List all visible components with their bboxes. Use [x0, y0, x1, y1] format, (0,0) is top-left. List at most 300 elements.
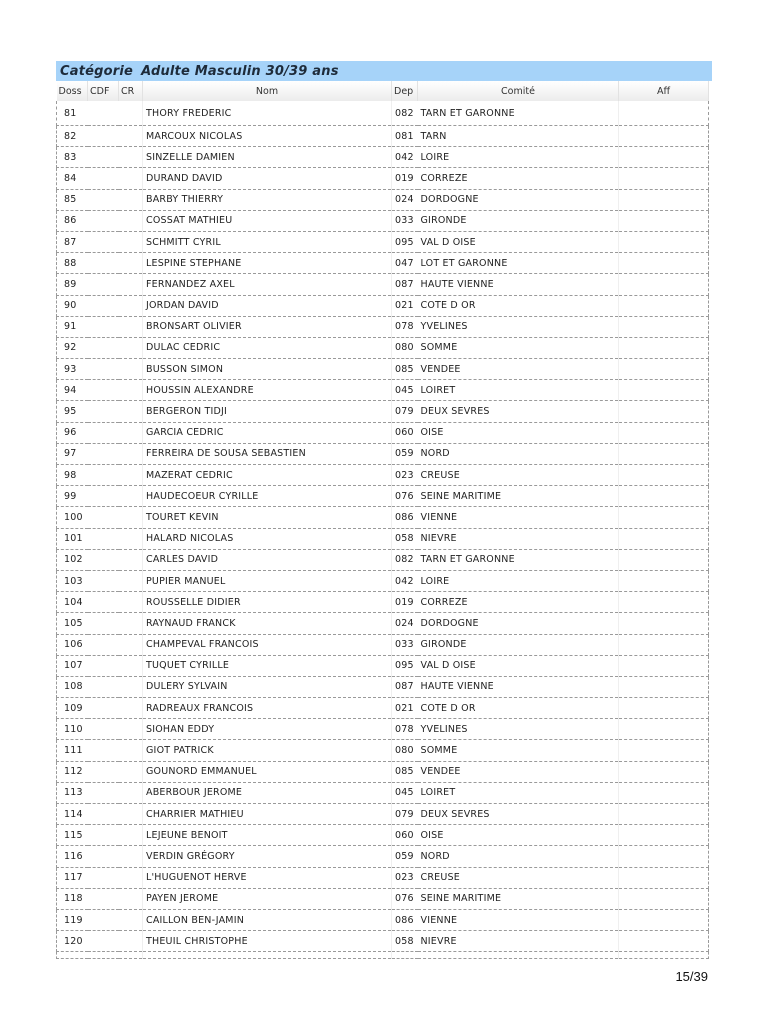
cell-cdf [88, 422, 119, 443]
cell-dep: 023 [392, 867, 418, 888]
cell-comite: GIRONDE [418, 634, 619, 655]
cell-aff [619, 486, 709, 507]
cell-doss: 117 [57, 867, 88, 888]
cell-cr [119, 380, 143, 401]
cell-nom: DULAC CEDRIC [143, 337, 392, 358]
cell-comite: SEINE MARITIME [418, 888, 619, 909]
cell-comite: HAUTE VIENNE [418, 274, 619, 295]
column-header-cdf: CDF [88, 81, 119, 101]
cell-cr [119, 804, 143, 825]
table-row [57, 380, 709, 401]
cell-doss: 104 [57, 592, 88, 613]
cell-cdf [88, 698, 119, 719]
cell-aff [619, 274, 709, 295]
column-header-doss: Doss [57, 81, 88, 101]
cell-nom: PAYEN JEROME [143, 888, 392, 909]
cell-comite: TARN ET GARONNE [418, 549, 619, 570]
cell-cdf [88, 295, 119, 316]
category-label: Catégorie [60, 63, 134, 79]
cell-comite: DORDOGNE [418, 189, 619, 210]
cell-cdf [88, 168, 119, 189]
table-row [57, 147, 709, 168]
cell-dep: 059 [392, 443, 418, 464]
cell-comite: LOT ET GARONNE [418, 253, 619, 274]
cell-empty [119, 952, 143, 959]
cell-dep: 085 [392, 359, 418, 380]
cell-dep: 058 [392, 528, 418, 549]
cell-aff [619, 570, 709, 591]
table-row [57, 126, 709, 147]
cell-dep: 021 [392, 295, 418, 316]
cell-aff [619, 655, 709, 676]
table-row [57, 613, 709, 634]
cell-dep: 042 [392, 147, 418, 168]
cell-aff [619, 147, 709, 168]
table-row [57, 486, 709, 507]
document-page [56, 61, 712, 959]
cell-cr [119, 422, 143, 443]
cell-dep: 080 [392, 337, 418, 358]
table-row [57, 549, 709, 570]
cell-aff [619, 804, 709, 825]
cell-comite: HAUTE VIENNE [418, 676, 619, 697]
table-row [57, 274, 709, 295]
table-row [57, 189, 709, 210]
table-row [57, 740, 709, 761]
cell-doss: 109 [57, 698, 88, 719]
cell-cr [119, 443, 143, 464]
cell-nom: FERNANDEZ AXEL [143, 274, 392, 295]
cell-nom: ROUSSELLE DIDIER [143, 592, 392, 613]
cell-cr [119, 507, 143, 528]
cell-cdf [88, 570, 119, 591]
table-row [57, 825, 709, 846]
cell-cr [119, 909, 143, 930]
cell-cr [119, 655, 143, 676]
cell-cdf [88, 634, 119, 655]
cell-cdf [88, 210, 119, 231]
cell-nom: CHARRIER MATHIEU [143, 804, 392, 825]
cell-doss: 85 [57, 189, 88, 210]
cell-dep: 078 [392, 316, 418, 337]
cell-aff [619, 337, 709, 358]
cell-dep: 086 [392, 507, 418, 528]
cell-cr [119, 316, 143, 337]
cell-aff [619, 101, 709, 126]
cell-cdf [88, 528, 119, 549]
table-row [57, 909, 709, 930]
cell-nom: GOUNORD EMMANUEL [143, 761, 392, 782]
cell-doss: 84 [57, 168, 88, 189]
cell-aff [619, 295, 709, 316]
cell-cdf [88, 231, 119, 252]
cell-cdf [88, 274, 119, 295]
table-row [57, 888, 709, 909]
cell-doss: 114 [57, 804, 88, 825]
cell-cr [119, 359, 143, 380]
cell-comite: SEINE MARITIME [418, 486, 619, 507]
cell-nom: MARCOUX NICOLAS [143, 126, 392, 147]
table-row [57, 359, 709, 380]
cell-comite: VIENNE [418, 507, 619, 528]
table-row [57, 782, 709, 803]
table-row [57, 168, 709, 189]
cell-dep: 095 [392, 231, 418, 252]
cell-empty [619, 952, 709, 959]
cell-comite: CREUSE [418, 867, 619, 888]
cell-doss: 96 [57, 422, 88, 443]
table-row [57, 422, 709, 443]
cell-comite: CORREZE [418, 168, 619, 189]
column-header-dep: Dep [392, 81, 418, 101]
cell-comite: DORDOGNE [418, 613, 619, 634]
table-body [57, 101, 709, 959]
cell-cr [119, 888, 143, 909]
table-row [57, 231, 709, 252]
cell-dep: 019 [392, 592, 418, 613]
cell-comite: OISE [418, 825, 619, 846]
cell-comite: COTE D OR [418, 698, 619, 719]
table-row [57, 253, 709, 274]
cell-nom: RADREAUX FRANCOIS [143, 698, 392, 719]
cell-cr [119, 719, 143, 740]
cell-comite: LOIRE [418, 570, 619, 591]
cell-doss: 89 [57, 274, 88, 295]
cell-dep: 019 [392, 168, 418, 189]
cell-cr [119, 931, 143, 952]
cell-cdf [88, 316, 119, 337]
table-row [57, 676, 709, 697]
cell-cr [119, 401, 143, 422]
table-row [57, 592, 709, 613]
cell-cdf [88, 676, 119, 697]
table-row [57, 101, 709, 126]
cell-dep: 079 [392, 401, 418, 422]
cell-aff [619, 592, 709, 613]
cell-cr [119, 231, 143, 252]
cell-cdf [88, 909, 119, 930]
cell-cr [119, 634, 143, 655]
cell-dep: 024 [392, 613, 418, 634]
cell-aff [619, 189, 709, 210]
cell-cr [119, 147, 143, 168]
cell-dep: 086 [392, 909, 418, 930]
cell-cdf [88, 253, 119, 274]
cell-nom: HALARD NICOLAS [143, 528, 392, 549]
column-header-nom: Nom [143, 81, 392, 101]
cell-comite: SOMME [418, 337, 619, 358]
cell-nom: PUPIER MANUEL [143, 570, 392, 591]
cell-aff [619, 761, 709, 782]
cell-comite: OISE [418, 422, 619, 443]
cell-comite: LOIRE [418, 147, 619, 168]
cell-dep: 076 [392, 486, 418, 507]
cell-nom: TUQUET CYRILLE [143, 655, 392, 676]
cell-aff [619, 316, 709, 337]
cell-doss: 111 [57, 740, 88, 761]
cell-cr [119, 189, 143, 210]
cell-doss: 93 [57, 359, 88, 380]
cell-comite: VAL D OISE [418, 231, 619, 252]
cell-nom: SINZELLE DAMIEN [143, 147, 392, 168]
cell-cdf [88, 825, 119, 846]
category-value: Adulte Masculin 30/39 ans [141, 63, 339, 79]
cell-dep: 082 [392, 549, 418, 570]
cell-doss: 105 [57, 613, 88, 634]
cell-cr [119, 825, 143, 846]
cell-comite: SOMME [418, 740, 619, 761]
cell-nom: JORDAN DAVID [143, 295, 392, 316]
cell-comite: VENDEE [418, 761, 619, 782]
cell-cr [119, 549, 143, 570]
cell-dep: 095 [392, 655, 418, 676]
cell-doss: 95 [57, 401, 88, 422]
cell-cdf [88, 804, 119, 825]
cell-dep: 060 [392, 422, 418, 443]
cell-cdf [88, 888, 119, 909]
cell-dep: 045 [392, 782, 418, 803]
cell-doss: 101 [57, 528, 88, 549]
cell-aff [619, 676, 709, 697]
table-row [57, 698, 709, 719]
cell-comite: LOIRET [418, 782, 619, 803]
table-row [57, 295, 709, 316]
cell-comite: NORD [418, 846, 619, 867]
column-header-aff: Aff [619, 81, 709, 101]
cell-dep: 059 [392, 846, 418, 867]
cell-dep: 024 [392, 189, 418, 210]
cell-doss: 94 [57, 380, 88, 401]
cell-aff [619, 867, 709, 888]
cell-cr [119, 486, 143, 507]
cell-nom: SIOHAN EDDY [143, 719, 392, 740]
cell-doss: 110 [57, 719, 88, 740]
cell-cr [119, 846, 143, 867]
cell-aff [619, 909, 709, 930]
cell-doss: 81 [57, 101, 88, 126]
cell-dep: 081 [392, 126, 418, 147]
cell-cr [119, 126, 143, 147]
cell-cdf [88, 507, 119, 528]
cell-empty [88, 952, 119, 959]
cell-comite: TARN [418, 126, 619, 147]
cell-cdf [88, 486, 119, 507]
cell-doss: 106 [57, 634, 88, 655]
cell-dep: 082 [392, 101, 418, 126]
cell-aff [619, 443, 709, 464]
cell-cdf [88, 359, 119, 380]
cell-cdf [88, 613, 119, 634]
cell-doss: 100 [57, 507, 88, 528]
column-header-comite: Comité [418, 81, 619, 101]
entries-table [56, 81, 709, 959]
cell-nom: DULERY SYLVAIN [143, 676, 392, 697]
cell-cr [119, 867, 143, 888]
cell-cdf [88, 189, 119, 210]
cell-doss: 90 [57, 295, 88, 316]
cell-aff [619, 210, 709, 231]
table-row [57, 804, 709, 825]
cell-doss: 97 [57, 443, 88, 464]
cell-doss: 92 [57, 337, 88, 358]
cell-dep: 023 [392, 465, 418, 486]
cell-comite: NIEVRE [418, 528, 619, 549]
cell-dep: 047 [392, 253, 418, 274]
cell-dep: 078 [392, 719, 418, 740]
cell-cr [119, 782, 143, 803]
table-row [57, 337, 709, 358]
cell-comite: COTE D OR [418, 295, 619, 316]
table-row [57, 655, 709, 676]
cell-nom: LESPINE STEPHANE [143, 253, 392, 274]
cell-comite: CREUSE [418, 465, 619, 486]
cell-cdf [88, 867, 119, 888]
table-row [57, 719, 709, 740]
cell-cdf [88, 740, 119, 761]
cell-doss: 118 [57, 888, 88, 909]
cell-doss: 108 [57, 676, 88, 697]
cell-cr [119, 168, 143, 189]
cell-comite: DEUX SEVRES [418, 401, 619, 422]
cell-aff [619, 231, 709, 252]
cell-nom: BERGERON TIDJI [143, 401, 392, 422]
cell-doss: 87 [57, 231, 88, 252]
cell-doss: 99 [57, 486, 88, 507]
cell-comite: NORD [418, 443, 619, 464]
cell-nom: RAYNAUD FRANCK [143, 613, 392, 634]
table-row [57, 316, 709, 337]
cell-cdf [88, 719, 119, 740]
cell-nom: GARCIA CEDRIC [143, 422, 392, 443]
cell-cr [119, 761, 143, 782]
table-row [57, 570, 709, 591]
cell-aff [619, 380, 709, 401]
table-row [57, 634, 709, 655]
cell-aff [619, 422, 709, 443]
cell-nom: BARBY THIERRY [143, 189, 392, 210]
cell-comite: YVELINES [418, 719, 619, 740]
cell-doss: 115 [57, 825, 88, 846]
cell-nom: SCHMITT CYRIL [143, 231, 392, 252]
cell-nom: COSSAT MATHIEU [143, 210, 392, 231]
cell-cr [119, 210, 143, 231]
cell-dep: 080 [392, 740, 418, 761]
cell-nom: BUSSON SIMON [143, 359, 392, 380]
cell-aff [619, 740, 709, 761]
cell-aff [619, 528, 709, 549]
cell-cr [119, 570, 143, 591]
cell-cdf [88, 101, 119, 126]
cell-cdf [88, 592, 119, 613]
cell-comite: DEUX SEVRES [418, 804, 619, 825]
cell-aff [619, 253, 709, 274]
cell-cdf [88, 401, 119, 422]
cell-dep: 085 [392, 761, 418, 782]
cell-dep: 033 [392, 634, 418, 655]
cell-nom: FERREIRA DE SOUSA SEBASTIEN [143, 443, 392, 464]
cell-comite: TARN ET GARONNE [418, 101, 619, 126]
cell-aff [619, 126, 709, 147]
table-row [57, 210, 709, 231]
cell-doss: 83 [57, 147, 88, 168]
cell-cdf [88, 655, 119, 676]
cell-aff [619, 825, 709, 846]
cell-comite: CORREZE [418, 592, 619, 613]
cell-cdf [88, 465, 119, 486]
table-row [57, 528, 709, 549]
cell-nom: HAUDECOEUR CYRILLE [143, 486, 392, 507]
cell-cdf [88, 782, 119, 803]
cell-aff [619, 634, 709, 655]
cell-empty [392, 952, 418, 959]
cell-aff [619, 465, 709, 486]
cell-nom: DURAND DAVID [143, 168, 392, 189]
cell-doss: 119 [57, 909, 88, 930]
cell-nom: THEUIL CHRISTOPHE [143, 931, 392, 952]
cell-dep: 087 [392, 274, 418, 295]
cell-comite: GIRONDE [418, 210, 619, 231]
cell-empty [418, 952, 619, 959]
cell-doss: 116 [57, 846, 88, 867]
cell-doss: 103 [57, 570, 88, 591]
table-row [57, 846, 709, 867]
cell-empty [143, 952, 392, 959]
cell-aff [619, 931, 709, 952]
cell-aff [619, 782, 709, 803]
cell-dep: 058 [392, 931, 418, 952]
cell-dep: 021 [392, 698, 418, 719]
cell-nom: CARLES DAVID [143, 549, 392, 570]
cell-doss: 102 [57, 549, 88, 570]
cell-cr [119, 613, 143, 634]
cell-doss: 98 [57, 465, 88, 486]
cell-cdf [88, 443, 119, 464]
cell-dep: 087 [392, 676, 418, 697]
cell-doss: 91 [57, 316, 88, 337]
category-header [56, 61, 712, 81]
table-row [57, 443, 709, 464]
cell-aff [619, 168, 709, 189]
cell-doss: 107 [57, 655, 88, 676]
cell-aff [619, 719, 709, 740]
cell-cr [119, 592, 143, 613]
cell-cr [119, 295, 143, 316]
cell-dep: 079 [392, 804, 418, 825]
cell-comite: VIENNE [418, 909, 619, 930]
table-row [57, 507, 709, 528]
cell-doss: 88 [57, 253, 88, 274]
cell-aff [619, 613, 709, 634]
cell-cdf [88, 931, 119, 952]
cell-comite: LOIRET [418, 380, 619, 401]
cell-nom: CAILLON BEN-JAMIN [143, 909, 392, 930]
cell-nom: MAZERAT CEDRIC [143, 465, 392, 486]
cell-nom: ABERBOUR JEROME [143, 782, 392, 803]
table-row [57, 761, 709, 782]
cell-cr [119, 337, 143, 358]
cell-cr [119, 528, 143, 549]
cell-empty [57, 952, 88, 959]
cell-dep: 060 [392, 825, 418, 846]
cell-cr [119, 274, 143, 295]
cell-doss: 120 [57, 931, 88, 952]
cell-cdf [88, 147, 119, 168]
cell-nom: VERDIN GRÉGORY [143, 846, 392, 867]
cell-aff [619, 888, 709, 909]
cell-doss: 113 [57, 782, 88, 803]
cell-cr [119, 698, 143, 719]
table-header-row [57, 81, 709, 101]
